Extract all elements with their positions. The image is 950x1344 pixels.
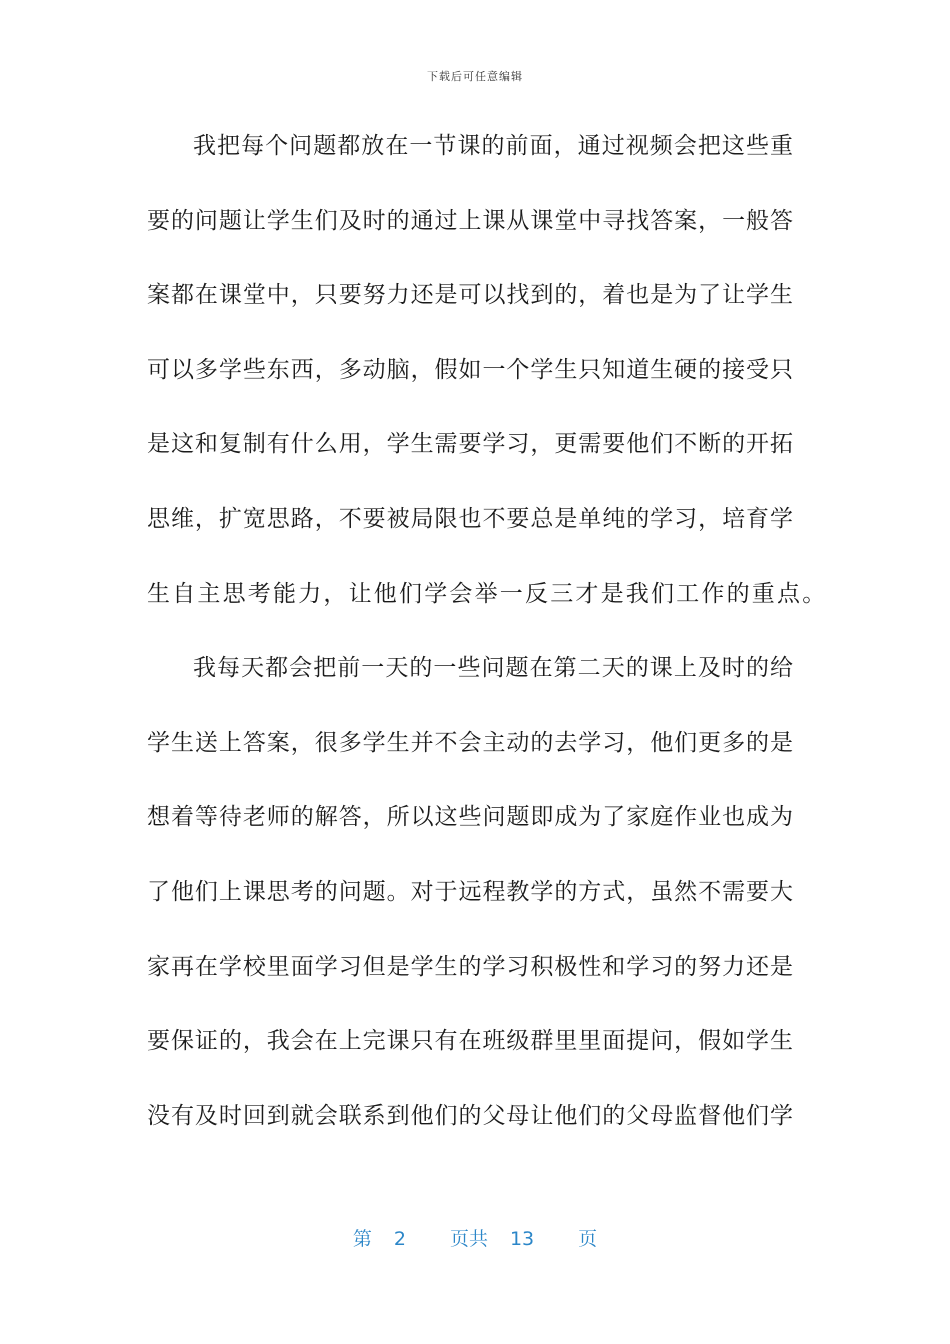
paragraph-line: 要的问题让学生们及时的通过上课从课堂中寻找答案，一般答: [147, 207, 793, 234]
paragraph-line: 我把每个问题都放在一节课的前面，通过视频会把这些重: [193, 133, 793, 159]
paragraph-line: 案都在课堂中，只要努力还是可以找到的，着也是为了让学生: [147, 282, 793, 309]
total-pages-number: 13: [509, 1228, 535, 1250]
header-note: 下载后可任意编辑: [427, 70, 523, 83]
paragraph-line: 家再在学校里面学习但是学生的学习积极性和学习的努力还是: [147, 953, 793, 980]
paragraph-line: 是这和复制有什么用，学生需要学习，更需要他们不断的开拓: [147, 431, 793, 458]
current-page-number: 2: [393, 1228, 406, 1250]
document-body: [147, 127, 828, 1171]
page-label-mid: 页共: [449, 1228, 488, 1250]
paragraph-line: 学生送上答案，很多学生并不会主动的去学习，他们更多的是: [147, 729, 793, 756]
page-label-suffix: 页: [578, 1228, 598, 1250]
paragraph-line: 可以多学些东西，多动脑，假如一个学生只知道生硬的接受只: [147, 356, 793, 383]
paragraph-line: 没有及时回到就会联系到他们的父母让他们的父母监督他们学: [147, 1102, 793, 1129]
paragraph-line: 思维，扩宽思路，不要被局限也不要总是单纯的学习，培育学: [147, 505, 793, 532]
paragraph-line: 要保证的，我会在上完课只有在班级群里里面提问，假如学生: [147, 1028, 793, 1055]
page-label-prefix: 第: [352, 1228, 372, 1250]
paragraph-line: 想着等待老师的解答，所以这些问题即成为了家庭作业也成为: [147, 804, 793, 831]
paragraph-line: 生自主思考能力，让他们学会举一反三才是我们工作的重点。: [147, 580, 828, 607]
paragraph-line: 了他们上课思考的问题。对于远程教学的方式，虽然不需要大: [147, 878, 793, 905]
page-footer: [0, 1224, 950, 1251]
paragraph-line: 我每天都会把前一天的一些问题在第二天的课上及时的给: [193, 655, 793, 682]
